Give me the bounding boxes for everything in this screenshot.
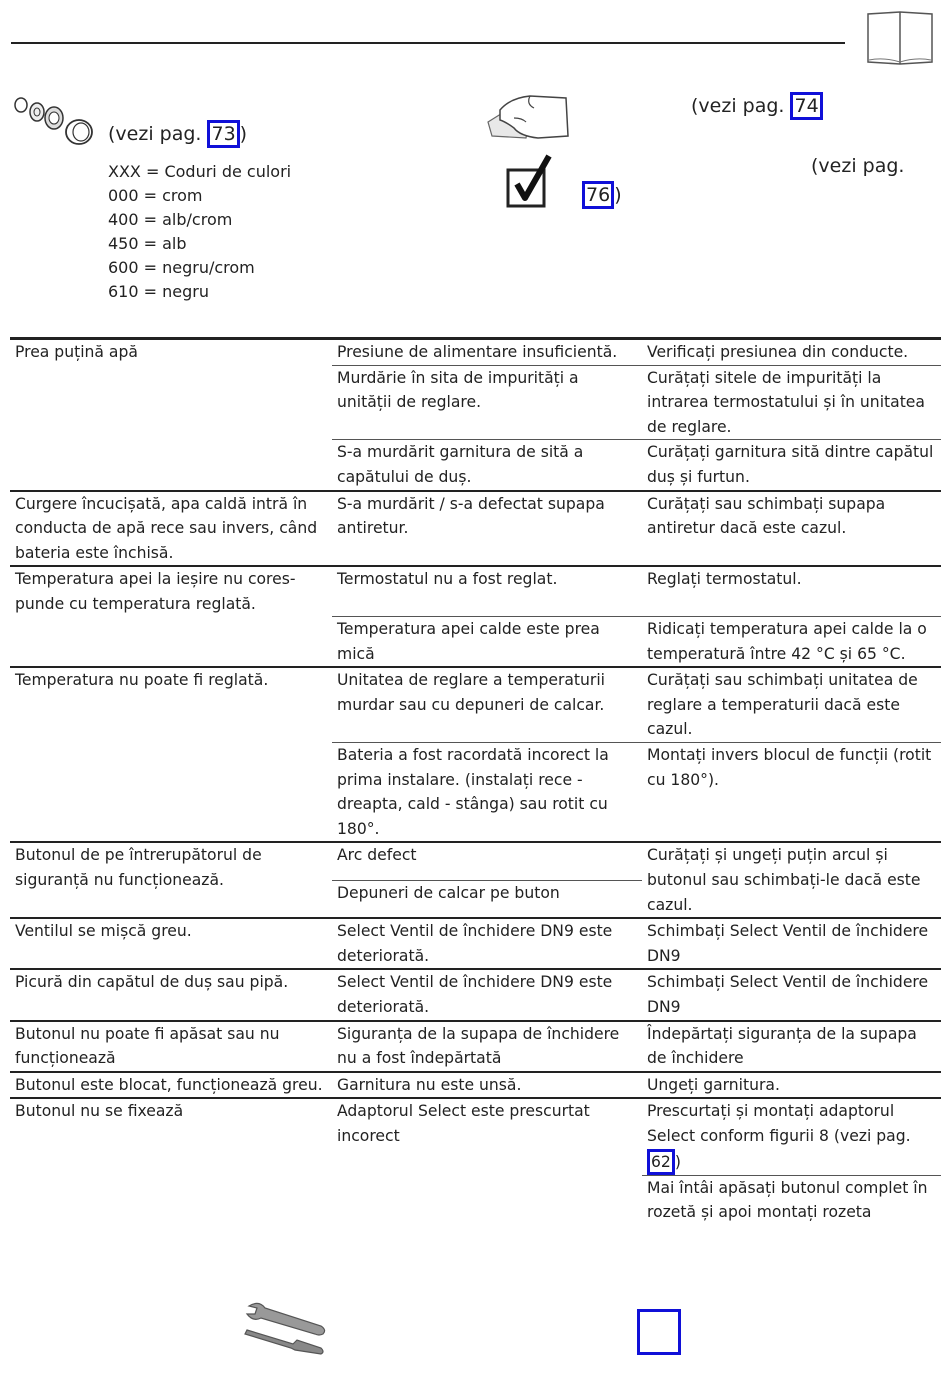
- color-code-line: XXX = Coduri de culori: [108, 162, 292, 181]
- cause-cell: Temperatura apei calde este prea mică: [332, 617, 642, 668]
- table-row: [10, 1021, 941, 1072]
- cause-cell: Murdărie în sita de impurități a unității de reglare.: [332, 365, 642, 440]
- right-page-ref: (vezi pag.: [811, 155, 905, 177]
- troubleshooting-table: [10, 337, 941, 1225]
- wrench-screwdriver-icon: [243, 1300, 327, 1358]
- cause-cell: Depuneri de calcar pe buton: [332, 880, 642, 918]
- cause-cell: Select Ventil de închidere DN9 este deteriorată.: [332, 969, 642, 1020]
- table-row: [10, 1098, 941, 1175]
- cause-cell: Select Ventil de închidere DN9 este deteriorată.: [332, 918, 642, 969]
- parts-page-ref: (vezi pag. 73 ): [108, 120, 247, 148]
- cause-cell: Termostatul nu a fost reglat.: [332, 566, 642, 616]
- cause-cell: Presiune de alimentare insuficientă.: [332, 339, 642, 366]
- table-row: [10, 440, 941, 491]
- header-rule: [11, 42, 845, 44]
- page-link-62[interactable]: 62: [647, 1149, 675, 1175]
- fix-cell: Mai întâi apăsați butonul complet în rozetă și apoi montați rozeta: [642, 1175, 941, 1225]
- fix-cell: Curățați sau schimbați supapa antiretur dacă este cazul.: [642, 491, 941, 567]
- problem-cell: Picură din capătul de duș sau pipă.: [10, 969, 332, 1020]
- cartridge-parts-icon: [12, 94, 96, 146]
- cause-cell: Garnitura nu este unsă.: [332, 1072, 642, 1099]
- color-code-line: 400 = alb/crom: [108, 210, 233, 229]
- problem-cell: [10, 617, 332, 668]
- problem-cell: Butonul nu se fixează: [10, 1098, 332, 1175]
- fix-text: Prescurtați și montați adaptorul Select conform figurii 8 (vezi pag.: [647, 1102, 911, 1145]
- color-code-line: 600 = negru/crom: [108, 258, 255, 277]
- page-link-74[interactable]: 74: [790, 92, 822, 120]
- fix-cell: Curățați garnitura sită dintre capătul duș și furtun.: [642, 440, 941, 491]
- problem-cell: [10, 365, 332, 440]
- cause-cell: [332, 1175, 642, 1225]
- fix-cell: Reglați termostatul.: [642, 566, 941, 616]
- fix-cell: Ungeți garnitura.: [642, 1072, 941, 1099]
- table-row: [10, 491, 941, 567]
- fix-cell: Montați invers blocul de funcții (rotit cu 180°).: [642, 743, 941, 843]
- problem-cell: Butonul nu poate fi apăsat sau nu funcționează: [10, 1021, 332, 1072]
- fix-cell: Schimbați Select Ventil de închidere DN9: [642, 969, 941, 1020]
- fix-cell: Îndepărtați siguranța de la supapa de închidere: [642, 1021, 941, 1072]
- cause-cell: S-a murdărit / s-a defectat supapa antiretur.: [332, 491, 642, 567]
- color-code-line: 610 = negru: [108, 282, 209, 301]
- problem-cell: [10, 440, 332, 491]
- color-codes: [108, 160, 291, 304]
- fix-cell: Curățați sau schimbați unitatea de reglare a temperaturii dacă este cazul.: [642, 667, 941, 742]
- table-row: [10, 918, 941, 969]
- table-row: [10, 1072, 941, 1099]
- color-code-line: 450 = alb: [108, 234, 187, 253]
- problem-cell: [10, 743, 332, 843]
- table-row: [10, 566, 941, 616]
- problem-cell: Prea puțină apă: [10, 339, 332, 366]
- fix-cell: Verificați presiunea din conducte.: [642, 339, 941, 366]
- table-row: [10, 743, 941, 843]
- fix-cell: Schimbați Select Ventil de închidere DN9: [642, 918, 941, 969]
- table-row: [10, 1175, 941, 1225]
- cause-cell: Siguranța de la supapa de închidere nu a fost îndepărtată: [332, 1021, 642, 1072]
- color-code-line: 000 = crom: [108, 186, 203, 205]
- problem-cell: Butonul de pe întrerupătorul de siguranță nu funcționează.: [10, 842, 332, 918]
- fix-cell: Prescurtați și montați adaptorul Select conform figurii 8 (vezi pag. 62 ): [642, 1098, 941, 1175]
- problem-cell: Temperatura apei la ieșire nu cores-punde cu temperatura reglată.: [10, 566, 332, 616]
- table-row: [10, 667, 941, 742]
- table-row: [10, 617, 941, 668]
- problem-cell: Ventilul se mișcă greu.: [10, 918, 332, 969]
- fix-cell: Ridicați temperatura apei calde la o temperatură între 42 °C și 65 °C.: [642, 617, 941, 668]
- problem-cell: Curgere încucișată, apa caldă intră în conducta de apă rece sau invers, când bateria este închisă.: [10, 491, 332, 567]
- problem-cell: Butonul este blocat, funcționează greu.: [10, 1072, 332, 1099]
- cause-cell: Unitatea de reglare a temperaturii murdar sau cu depuneri de calcar.: [332, 667, 642, 742]
- page-link-73[interactable]: 73: [207, 120, 239, 148]
- cleaning-page-ref: (vezi pag. 74: [691, 92, 823, 120]
- fix-cell: Curățați sitele de impurități la intrarea termostatului și în unitatea de reglare.: [642, 365, 941, 440]
- fix-cell: Curățați și ungeți puțin arcul și butonul sau schimbați-le dacă este cazul.: [642, 842, 941, 918]
- check-page-ref: 76 ): [582, 181, 622, 209]
- table-row: [10, 339, 941, 366]
- problem-cell: Temperatura nu poate fi reglată.: [10, 667, 332, 742]
- open-book-icon: [866, 10, 934, 66]
- cause-cell: Adaptorul Select este prescurtat incorect: [332, 1098, 642, 1175]
- cause-cell: Arc defect: [332, 842, 642, 880]
- page-link-box[interactable]: [637, 1309, 681, 1355]
- cause-cell: S-a murdărit garnitura de sită a capătului de duș.: [332, 440, 642, 491]
- page-link-76[interactable]: 76: [582, 181, 614, 209]
- hand-cleaning-icon: [486, 92, 572, 142]
- table-row: [10, 842, 941, 880]
- table-row: [10, 969, 941, 1020]
- table-row: [10, 365, 941, 440]
- cause-cell: Bateria a fost racordată incorect la prima instalare. (instalați rece - dreapta, cald - stânga) sau rotit cu 180°.: [332, 743, 642, 843]
- checkbox-checkmark-icon: [505, 152, 553, 210]
- problem-cell: [10, 1175, 332, 1225]
